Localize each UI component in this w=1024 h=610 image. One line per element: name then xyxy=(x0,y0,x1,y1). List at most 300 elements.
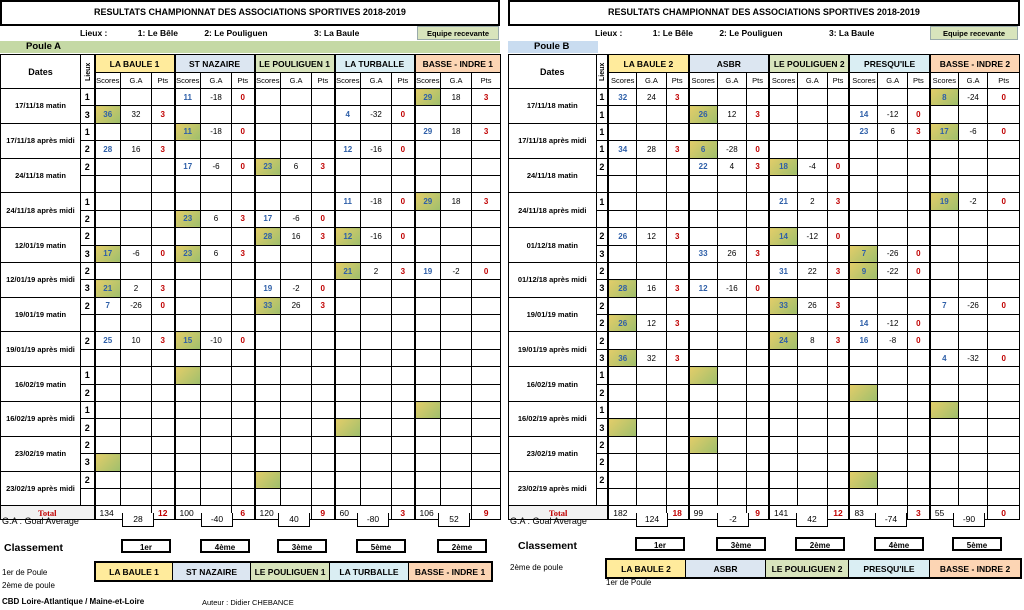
goal-average-value: -2 xyxy=(717,513,749,527)
ga-cell xyxy=(717,315,747,332)
pts-cell: 0 xyxy=(152,245,175,262)
pts-cell: 0 xyxy=(907,245,929,262)
pts-cell: 3 xyxy=(312,228,335,245)
score-cell: 26 xyxy=(608,228,636,245)
score-cell xyxy=(335,436,361,453)
score-cell xyxy=(769,436,797,453)
score-cell xyxy=(608,402,636,419)
score-cell xyxy=(769,245,797,262)
lieu-cell: 2 xyxy=(81,471,95,488)
team-bar-table xyxy=(605,558,1022,579)
date-cell: 01/12/18 après midi xyxy=(509,262,597,297)
ga-cell xyxy=(281,245,312,262)
ga-cell xyxy=(361,454,392,471)
pts-cell xyxy=(907,384,929,401)
pts-cell xyxy=(747,228,769,245)
score-cell: 11 xyxy=(335,193,361,210)
ga-cell xyxy=(361,297,392,314)
score-cell xyxy=(415,454,441,471)
team-header: ST NAZAIRE xyxy=(175,55,255,73)
ga-cell xyxy=(201,297,232,314)
pts-header: Pts xyxy=(747,73,769,89)
pts-cell: 3 xyxy=(152,141,175,158)
ga-cell xyxy=(201,175,232,192)
team-bar-row xyxy=(606,559,1021,578)
lieux-header: Lieux xyxy=(81,55,95,89)
score-cell xyxy=(175,228,201,245)
team-header: ASBR xyxy=(689,55,769,73)
score-cell xyxy=(415,419,441,436)
score-cell xyxy=(255,436,281,453)
ga-cell: 22 xyxy=(798,262,828,279)
ga-cell xyxy=(361,89,392,106)
match-row xyxy=(509,332,1020,349)
ga-cell xyxy=(878,210,908,227)
ga-cell xyxy=(717,297,747,314)
ga-cell xyxy=(201,384,232,401)
lieu-cell: 3 xyxy=(81,106,95,123)
pts-cell: 0 xyxy=(747,141,769,158)
pts-cell xyxy=(232,280,255,297)
classement-value: 4ème xyxy=(200,539,250,553)
team-bar-item: PRESQU'ILE xyxy=(849,559,930,578)
pts-header: Pts xyxy=(312,73,335,89)
pts-cell: 0 xyxy=(312,280,335,297)
ga-cell: 32 xyxy=(121,106,152,123)
pts-cell xyxy=(392,454,415,471)
score-cell xyxy=(95,419,121,436)
score-cell xyxy=(769,349,797,366)
ga-cell xyxy=(201,454,232,471)
score-cell xyxy=(95,367,121,384)
match-row xyxy=(509,436,1020,453)
pts-cell: 0 xyxy=(747,280,769,297)
score-cell xyxy=(335,367,361,384)
lieu-cell: 3 xyxy=(81,454,95,471)
ga-cell xyxy=(441,245,472,262)
lieu-cell: 2 xyxy=(596,436,608,453)
total-pts: 0 xyxy=(988,506,1020,520)
pts-cell xyxy=(666,367,688,384)
ga-cell xyxy=(798,89,828,106)
ga-cell xyxy=(361,245,392,262)
pts-cell xyxy=(827,384,849,401)
ga-cell xyxy=(281,384,312,401)
score-cell xyxy=(608,419,636,436)
ga-cell xyxy=(717,402,747,419)
pts-cell xyxy=(907,349,929,366)
goal-average-value: 28 xyxy=(122,513,154,527)
pts-cell xyxy=(907,175,929,192)
pts-cell xyxy=(747,210,769,227)
pts-cell xyxy=(312,367,335,384)
ga-cell xyxy=(798,123,828,140)
score-cell: 17 xyxy=(255,210,281,227)
ga-cell xyxy=(717,367,747,384)
ga-label-b: G.A : Goal Average xyxy=(510,516,587,526)
score-cell xyxy=(175,471,201,488)
ga-cell xyxy=(958,262,988,279)
scores-header: Scores xyxy=(95,73,121,89)
pts-cell xyxy=(152,367,175,384)
lieux-legend-a xyxy=(80,28,420,40)
lieu-cell xyxy=(81,315,95,332)
ga-cell xyxy=(201,436,232,453)
match-row xyxy=(1,158,501,175)
ga-cell: 12 xyxy=(637,315,667,332)
team-header: LA TURBALLE xyxy=(335,55,415,73)
ga-cell xyxy=(798,349,828,366)
lieu-cell: 1 xyxy=(596,106,608,123)
score-cell: 36 xyxy=(95,106,121,123)
pts-cell xyxy=(232,454,255,471)
match-row xyxy=(1,228,501,245)
ga-cell: -22 xyxy=(878,262,908,279)
pts-cell xyxy=(988,175,1020,192)
scores-header: Scores xyxy=(930,73,958,89)
ga-cell xyxy=(441,210,472,227)
ga-cell: -2 xyxy=(281,280,312,297)
ga-cell: 28 xyxy=(637,141,667,158)
ga-cell xyxy=(798,106,828,123)
score-cell xyxy=(175,141,201,158)
ga-cell xyxy=(958,228,988,245)
date-cell: 24/11/18 après midi xyxy=(1,193,81,228)
date-cell: 16/02/19 matin xyxy=(509,367,597,402)
receiving-legend-b: Equipe recevante xyxy=(930,26,1018,40)
score-cell xyxy=(415,280,441,297)
pts-cell xyxy=(392,471,415,488)
score-cell xyxy=(608,210,636,227)
ga-cell xyxy=(878,193,908,210)
team-bar-item: ASBR xyxy=(686,559,766,578)
ga-label-a: G.A : Goal Average xyxy=(2,516,79,526)
pts-cell xyxy=(232,141,255,158)
date-cell: 01/12/18 matin xyxy=(509,228,597,263)
ga-cell: 6 xyxy=(878,123,908,140)
lieu-cell xyxy=(81,488,95,505)
total-score: 134 xyxy=(95,506,152,520)
score-cell xyxy=(335,349,361,366)
ga-cell: -6 xyxy=(958,123,988,140)
score-cell: 19 xyxy=(255,280,281,297)
ga-cell xyxy=(637,436,667,453)
match-row xyxy=(1,297,501,314)
ga-header: G.A xyxy=(441,73,472,89)
lieu-cell: 3 xyxy=(596,419,608,436)
pts-cell xyxy=(907,158,929,175)
team-header: LE POULIGUEN 1 xyxy=(255,55,335,73)
lieu-3: 3: La Baule xyxy=(313,28,360,38)
ga-cell xyxy=(121,488,152,505)
pts-cell: 0 xyxy=(232,332,255,349)
pts-cell xyxy=(312,402,335,419)
total-score: 100 xyxy=(175,506,232,520)
score-cell xyxy=(849,419,877,436)
score-cell: 32 xyxy=(608,89,636,106)
pts-cell: 3 xyxy=(472,193,501,210)
score-cell xyxy=(689,488,717,505)
score-cell xyxy=(930,175,958,192)
score-cell: 28 xyxy=(255,228,281,245)
ga-cell xyxy=(281,349,312,366)
ga-cell xyxy=(441,106,472,123)
classement-value: 3ème xyxy=(716,537,766,551)
ga-cell xyxy=(281,193,312,210)
pts-cell xyxy=(747,367,769,384)
ga-cell xyxy=(121,89,152,106)
ga-cell xyxy=(637,106,667,123)
pts-cell xyxy=(988,454,1020,471)
ga-cell xyxy=(361,471,392,488)
ga-cell xyxy=(637,297,667,314)
pts-cell xyxy=(666,419,688,436)
title-a: RESULTATS CHAMPIONNAT DES ASSOCIATIONS SPORTIVES 2018-2019 xyxy=(0,0,500,26)
score-cell xyxy=(95,228,121,245)
ga-cell: -12 xyxy=(798,228,828,245)
pts-cell xyxy=(312,454,335,471)
date-cell: 23/02/19 après midi xyxy=(1,471,81,506)
ga-cell xyxy=(958,245,988,262)
score-cell xyxy=(689,123,717,140)
pts-cell xyxy=(152,315,175,332)
ga-cell xyxy=(201,471,232,488)
goal-average-value: -40 xyxy=(201,513,233,527)
total-pts: 3 xyxy=(392,506,415,520)
match-row xyxy=(1,436,501,453)
ga-cell xyxy=(201,280,232,297)
pts-cell: 3 xyxy=(152,106,175,123)
score-cell xyxy=(175,193,201,210)
lieu-cell: 1 xyxy=(596,123,608,140)
ga-cell xyxy=(281,123,312,140)
pts-cell: 0 xyxy=(232,123,255,140)
lieu-cell: 1 xyxy=(81,89,95,106)
ga-cell xyxy=(361,332,392,349)
pts-cell xyxy=(232,349,255,366)
pts-cell xyxy=(666,454,688,471)
lieu-cell xyxy=(596,488,608,505)
team-header: BASSE - INDRE 2 xyxy=(930,55,1020,73)
pts-cell xyxy=(472,175,501,192)
pts-cell xyxy=(392,367,415,384)
score-cell xyxy=(95,175,121,192)
pts-cell: 3 xyxy=(152,280,175,297)
ga-header: G.A xyxy=(958,73,988,89)
ga-cell: -2 xyxy=(441,262,472,279)
date-cell: 19/01/19 matin xyxy=(1,297,81,332)
goal-average-value: -74 xyxy=(875,513,907,527)
score-cell xyxy=(689,367,717,384)
date-cell: 12/01/19 matin xyxy=(1,228,81,263)
score-cell xyxy=(849,367,877,384)
ga-cell xyxy=(281,436,312,453)
team-bar-item: BASSE - INDRE 2 xyxy=(930,559,1022,578)
total-score: 106 xyxy=(415,506,472,520)
pts-cell: 3 xyxy=(827,332,849,349)
score-cell xyxy=(689,210,717,227)
score-cell xyxy=(415,384,441,401)
ga-header: G.A xyxy=(201,73,232,89)
pts-cell xyxy=(666,193,688,210)
ga-cell xyxy=(958,315,988,332)
pts-cell xyxy=(907,402,929,419)
match-row xyxy=(509,262,1020,279)
pts-cell: 0 xyxy=(988,89,1020,106)
pts-cell xyxy=(666,297,688,314)
ga-cell xyxy=(878,454,908,471)
ga-cell xyxy=(798,141,828,158)
ga-cell: -24 xyxy=(958,89,988,106)
score-cell xyxy=(255,454,281,471)
score-cell xyxy=(255,193,281,210)
lieu-cell: 1 xyxy=(596,402,608,419)
ga-cell xyxy=(281,315,312,332)
date-cell: 23/02/19 matin xyxy=(509,436,597,471)
ga-cell xyxy=(441,228,472,245)
pts-cell xyxy=(907,488,929,505)
score-cell xyxy=(849,488,877,505)
lieux-legend-b xyxy=(595,28,935,40)
date-cell: 19/01/19 après midi xyxy=(1,332,81,367)
ga-cell xyxy=(717,471,747,488)
team-header-row xyxy=(509,55,1020,73)
score-cell xyxy=(930,471,958,488)
pts-cell xyxy=(472,349,501,366)
pts-cell xyxy=(747,89,769,106)
pts-cell: 0 xyxy=(152,297,175,314)
pts-cell: 3 xyxy=(747,245,769,262)
lieu-cell: 2 xyxy=(81,141,95,158)
classement-value: 5ème xyxy=(952,537,1002,551)
ga-cell xyxy=(798,245,828,262)
score-cell xyxy=(415,158,441,175)
pts-cell xyxy=(392,402,415,419)
ga-cell xyxy=(361,384,392,401)
score-cell: 19 xyxy=(930,193,958,210)
score-cell xyxy=(95,349,121,366)
ga-cell xyxy=(958,454,988,471)
pts-cell xyxy=(747,419,769,436)
score-cell xyxy=(415,175,441,192)
ga-cell xyxy=(878,297,908,314)
date-cell: 24/11/18 matin xyxy=(1,158,81,193)
pts-cell xyxy=(472,297,501,314)
score-cell xyxy=(849,471,877,488)
ga-cell xyxy=(441,297,472,314)
pts-cell xyxy=(988,315,1020,332)
total-label: Total xyxy=(1,506,95,520)
total-score: 83 xyxy=(849,506,907,520)
ga-cell xyxy=(717,419,747,436)
ga-cell xyxy=(361,315,392,332)
ga-cell xyxy=(361,175,392,192)
ga-cell: -12 xyxy=(878,315,908,332)
score-cell: 29 xyxy=(415,89,441,106)
pts-cell xyxy=(392,158,415,175)
ga-cell xyxy=(798,436,828,453)
pts-cell xyxy=(747,262,769,279)
ga-cell: -6 xyxy=(281,210,312,227)
score-cell xyxy=(849,89,877,106)
score-cell: 4 xyxy=(930,349,958,366)
score-cell xyxy=(849,175,877,192)
ga-cell: -26 xyxy=(958,297,988,314)
score-cell xyxy=(689,315,717,332)
ga-cell xyxy=(717,349,747,366)
ga-cell xyxy=(281,175,312,192)
pts-cell: 0 xyxy=(988,193,1020,210)
score-cell xyxy=(849,158,877,175)
ga-cell xyxy=(958,175,988,192)
score-cell xyxy=(335,89,361,106)
total-score: 99 xyxy=(689,506,747,520)
score-cell: 16 xyxy=(849,332,877,349)
pts-cell xyxy=(392,384,415,401)
score-cell xyxy=(255,141,281,158)
score-cell xyxy=(608,158,636,175)
pts-cell: 0 xyxy=(392,106,415,123)
ga-cell xyxy=(878,471,908,488)
ga-cell xyxy=(121,158,152,175)
score-cell xyxy=(849,210,877,227)
date-cell: 16/02/19 après midi xyxy=(509,402,597,437)
total-score: 60 xyxy=(335,506,392,520)
score-cell xyxy=(608,193,636,210)
goal-average-value: 124 xyxy=(636,513,668,527)
score-cell xyxy=(608,471,636,488)
pts-cell xyxy=(312,141,335,158)
ga-cell xyxy=(637,488,667,505)
pts-cell xyxy=(827,419,849,436)
total-pts: 9 xyxy=(472,506,501,520)
ga-cell xyxy=(441,332,472,349)
score-cell xyxy=(335,280,361,297)
score-cell xyxy=(175,315,201,332)
score-cell xyxy=(930,210,958,227)
goal-average-value: -90 xyxy=(953,513,985,527)
score-cell xyxy=(335,454,361,471)
ga-cell xyxy=(958,488,988,505)
date-cell: 19/01/19 après midi xyxy=(509,332,597,367)
ga-cell xyxy=(361,419,392,436)
score-cell xyxy=(95,315,121,332)
ga-cell: 6 xyxy=(281,158,312,175)
pts-cell xyxy=(232,419,255,436)
scores-header: Scores xyxy=(255,73,281,89)
ga-cell: 18 xyxy=(441,89,472,106)
pts-cell xyxy=(392,436,415,453)
score-cell xyxy=(95,210,121,227)
ga-cell xyxy=(201,106,232,123)
team-header: LE POULIGUEN 2 xyxy=(769,55,849,73)
pts-cell xyxy=(152,488,175,505)
pts-cell: 0 xyxy=(827,228,849,245)
ga-cell xyxy=(798,488,828,505)
pts-cell xyxy=(472,141,501,158)
score-cell: 17 xyxy=(175,158,201,175)
score-cell xyxy=(415,349,441,366)
score-cell xyxy=(415,141,441,158)
pts-cell xyxy=(747,315,769,332)
score-cell xyxy=(930,436,958,453)
ga-cell xyxy=(717,488,747,505)
pts-cell xyxy=(152,419,175,436)
score-cell: 17 xyxy=(930,123,958,140)
ga-cell xyxy=(201,402,232,419)
ga-cell: -32 xyxy=(361,106,392,123)
pts-cell: 0 xyxy=(472,262,501,279)
